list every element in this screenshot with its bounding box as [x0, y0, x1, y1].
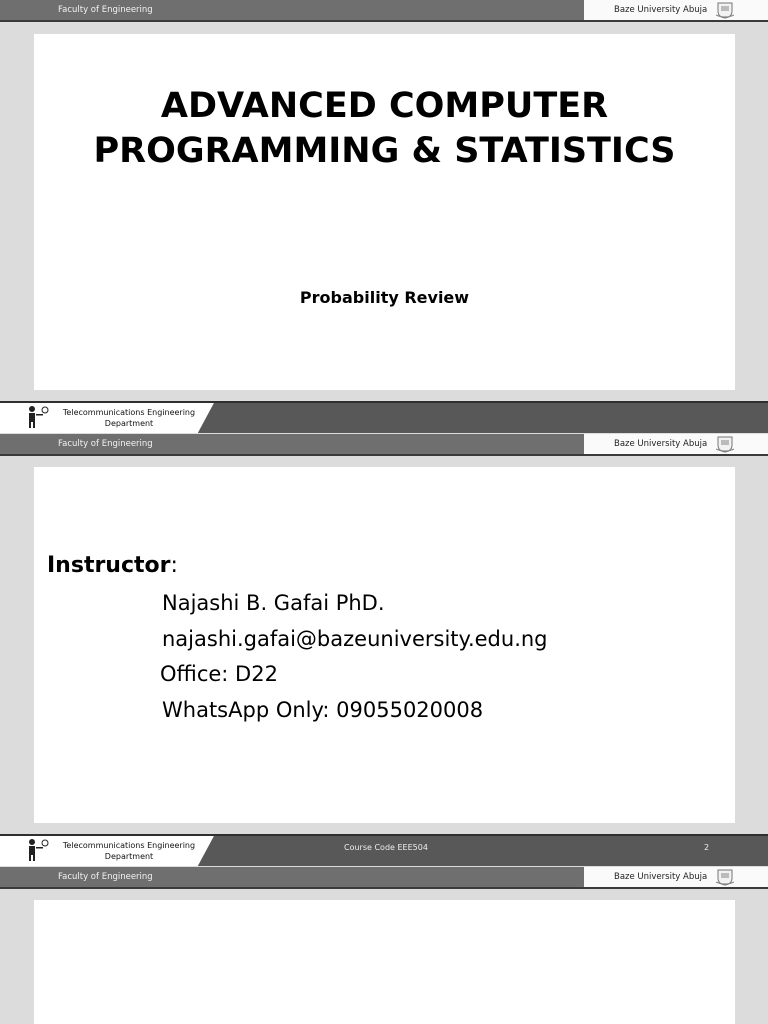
university-crest-icon [716, 2, 734, 19]
presenter-icon [24, 838, 50, 862]
university-crest-icon [716, 869, 734, 886]
university-label: Baze University Abuja [614, 439, 708, 449]
slide-title: ADVANCED COMPUTER PROGRAMMING & STATISTICS [93, 86, 676, 171]
slide3-header [0, 867, 768, 889]
faculty-label: Faculty of Engineering [58, 872, 153, 882]
page-number: 2 [704, 843, 710, 852]
slide2-footer [0, 834, 768, 866]
university-label: Baze University Abuja [614, 5, 708, 15]
instructor-name: Najashi B. Gafai PhD. [162, 591, 385, 615]
slide-1 [34, 34, 735, 390]
course-code: Course Code EEE504 [344, 843, 428, 852]
university-crest-icon [716, 436, 734, 453]
faculty-label: Faculty of Engineering [58, 5, 153, 15]
department-label: Telecommunications Engineering Department [62, 408, 196, 428]
instructor-heading: Instructor: [47, 553, 178, 578]
university-label: Baze University Abuja [614, 872, 708, 882]
instructor-office: Office: D22 [160, 662, 278, 686]
faculty-label: Faculty of Engineering [58, 439, 153, 449]
slide-3 [34, 900, 735, 1024]
slide-subtitle: Probability Review [299, 288, 470, 307]
instructor-whatsapp: WhatsApp Only: 09055020008 [162, 698, 484, 722]
instructor-email: najashi.gafai@bazeuniversity.edu.ng [162, 627, 548, 651]
presenter-icon [24, 405, 50, 429]
slide-2 [34, 467, 735, 823]
department-label: Telecommunications Engineering Department [62, 841, 196, 861]
slide2-header [0, 434, 768, 456]
slide1-footer [0, 401, 768, 433]
slide1-header [0, 0, 768, 22]
